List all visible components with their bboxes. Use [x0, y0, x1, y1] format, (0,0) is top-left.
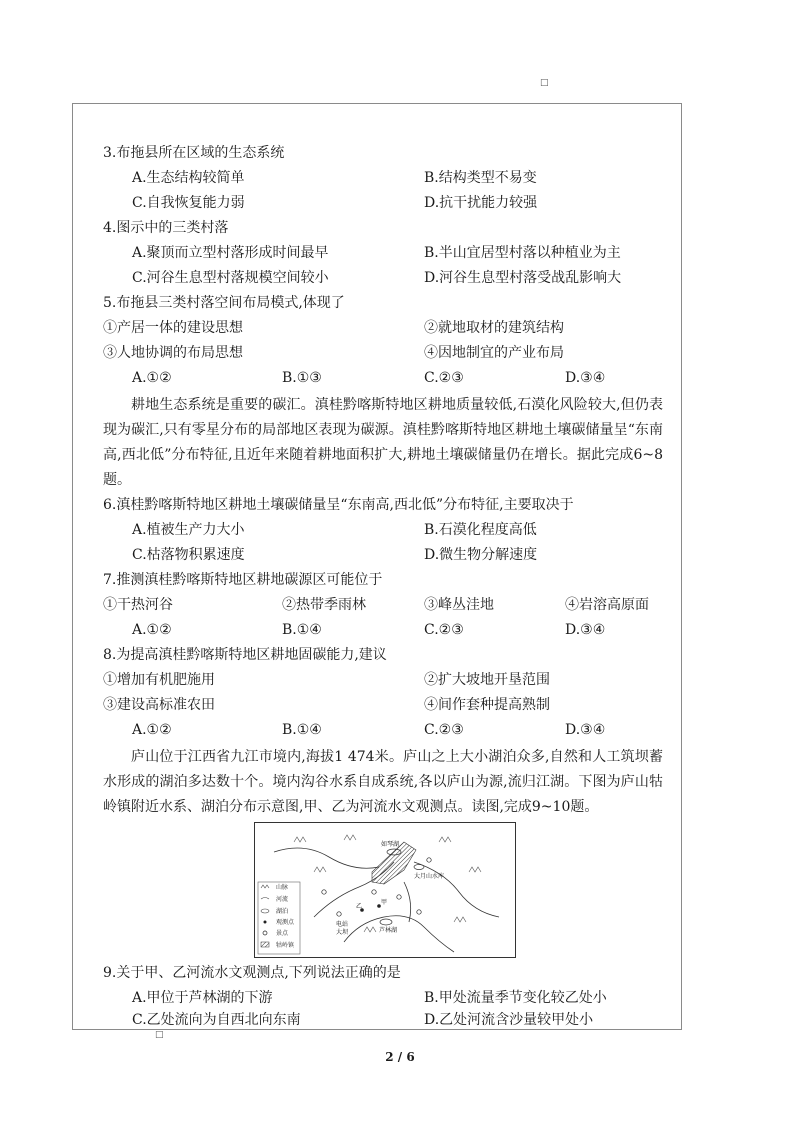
q7-item-2: ②热带季雨林 — [282, 597, 366, 613]
q7-item-4: ④岩溶高原面 — [565, 597, 649, 613]
q7-option-c: C.②③ — [424, 622, 464, 638]
label-ruqin-lake: 如琴湖 — [381, 841, 400, 848]
q4-option-c: C.河谷生息型村落规模空间较小 — [132, 270, 329, 286]
q7-stem: 7.推测滇桂黔喀斯特地区耕地碳源区可能位于 — [103, 572, 383, 588]
legend-station: 观测点 — [276, 919, 295, 926]
q9-stem: 9.关于甲、乙河流水文观测点,下列说法正确的是 — [103, 965, 401, 981]
legend-mountain: 山脉 — [276, 884, 289, 891]
q7-item-3: ③峰丛洼地 — [424, 597, 494, 613]
q5-stem: 5.布拖县三类村落空间布局模式,体现了 — [103, 295, 345, 311]
q8-option-d: D.③④ — [565, 722, 606, 738]
q8-stem: 8.为提高滇桂黔喀斯特地区耕地固碳能力,建议 — [103, 647, 387, 663]
label-dayue-reservoir: 大月山水库 — [414, 873, 445, 880]
q7-option-d: D.③④ — [565, 622, 606, 638]
q7-option-a: A.①② — [132, 622, 172, 638]
legend-lake: 湖泊 — [276, 908, 289, 915]
q7-option-b: B.①④ — [282, 622, 322, 638]
station-legend-icon — [264, 921, 267, 924]
q8-option-b: B.①④ — [282, 722, 322, 738]
label-dabei: 大坝 — [336, 929, 349, 936]
legend-town: 牯岭镇 — [276, 942, 295, 949]
q6-option-d: D.微生物分解速度 — [424, 547, 538, 563]
q9-option-d: D.乙处河流含沙量较甲处小 — [424, 1012, 594, 1028]
legend-river: 河流 — [276, 896, 289, 903]
q6-option-c: C.枯落物积累速度 — [132, 547, 245, 563]
q9-option-c: C.乙处流向为自西北向东南 — [132, 1012, 301, 1028]
q5-option-b: B.①③ — [282, 370, 322, 386]
q6-option-b: B.石漠化程度高低 — [424, 522, 537, 538]
q3-option-b: B.结构类型不易变 — [424, 170, 537, 186]
q6-stem: 6.滇桂黔喀斯特地区耕地土壤碳储量呈“东南高,西北低”分布特征,主要取决于 — [103, 497, 574, 513]
q3-option-c: C.自我恢复能力弱 — [132, 195, 245, 211]
q4-option-d: D.河谷生息型村落受战乱影响大 — [424, 270, 622, 286]
q6-option-a: A.植被生产力大小 — [132, 522, 245, 538]
bottom-marker: □ — [155, 1030, 164, 1040]
q8-item-2: ②扩大坡地开垦范围 — [424, 672, 550, 688]
town-legend-icon — [261, 942, 269, 947]
q5-option-c: C.②③ — [424, 370, 464, 386]
q8-option-a: A.①② — [132, 722, 172, 738]
top-marker: □ — [540, 78, 549, 88]
label-lulin-lake: 芦林湖 — [379, 927, 398, 934]
legend-scenic: 景点 — [276, 930, 289, 937]
q5-item-4: ④因地制宜的产业布局 — [424, 345, 564, 361]
q8-item-1: ①增加有机肥施用 — [103, 672, 215, 688]
passage-carbon: 耕地生态系统是重要的碳汇。滇桂黔喀斯特地区耕地质量较低,石漠化风险较大,但仍表现为碳汇,只有零星分布的局部地区表现为碳源。滇桂黔喀斯特地区耕地土壤碳储量呈“东南高,西北低”分布特征,且近年来随着耕地面积扩大,耕地土壤碳储量仍在增长。据此完成6~8题。 — [103, 397, 663, 488]
q9-option-a: A.甲位于芦林湖的下游 — [132, 990, 273, 1006]
q4-option-b: B.半山宜居型村落以种植业为主 — [424, 245, 621, 261]
q5-item-3: ③人地协调的布局思想 — [103, 345, 243, 361]
q3-option-a: A.生态结构较简单 — [132, 170, 245, 186]
q7-item-1: ①干热河谷 — [103, 597, 173, 613]
q5-option-d: D.③④ — [565, 370, 606, 386]
page-number: 2 / 6 — [385, 1050, 415, 1064]
label-yi: 乙 — [356, 903, 363, 910]
q8-item-3: ③建设高标准农田 — [103, 697, 215, 713]
q3-option-d: D.抗干扰能力较强 — [424, 195, 538, 211]
label-jia: 甲 — [381, 899, 388, 906]
label-dianxian: 电站 — [336, 921, 349, 928]
passage-lushan: 庐山位于江西省九江市境内,海拔1 474米。庐山之上大小湖泊众多,自然和人工筑坝蓄水形成的湖泊多达数十个。境内沟谷水系自成系统,各以庐山为源,流归江湖。下图为庐山牯岭镇附近水系、湖泊分布示意图,甲、乙为河流水文观测点。读图,完成9~10题。 — [103, 749, 663, 815]
q5-item-2: ②就地取材的建筑结构 — [424, 320, 564, 336]
q4-stem: 4.图示中的三类村落 — [103, 220, 229, 236]
lushan-water-map — [254, 822, 516, 958]
q8-option-c: C.②③ — [424, 722, 464, 738]
q5-option-a: A.①② — [132, 370, 172, 386]
q5-item-1: ①产居一体的建设思想 — [103, 320, 243, 336]
q8-item-4: ④间作套种提高熟制 — [424, 697, 550, 713]
q3-stem: 3.布拖县所在区域的生态系统 — [103, 145, 285, 161]
q9-option-b: B.甲处流量季节变化较乙处小 — [424, 990, 607, 1006]
q4-option-a: A.聚顶而立型村落形成时间最早 — [132, 245, 329, 261]
